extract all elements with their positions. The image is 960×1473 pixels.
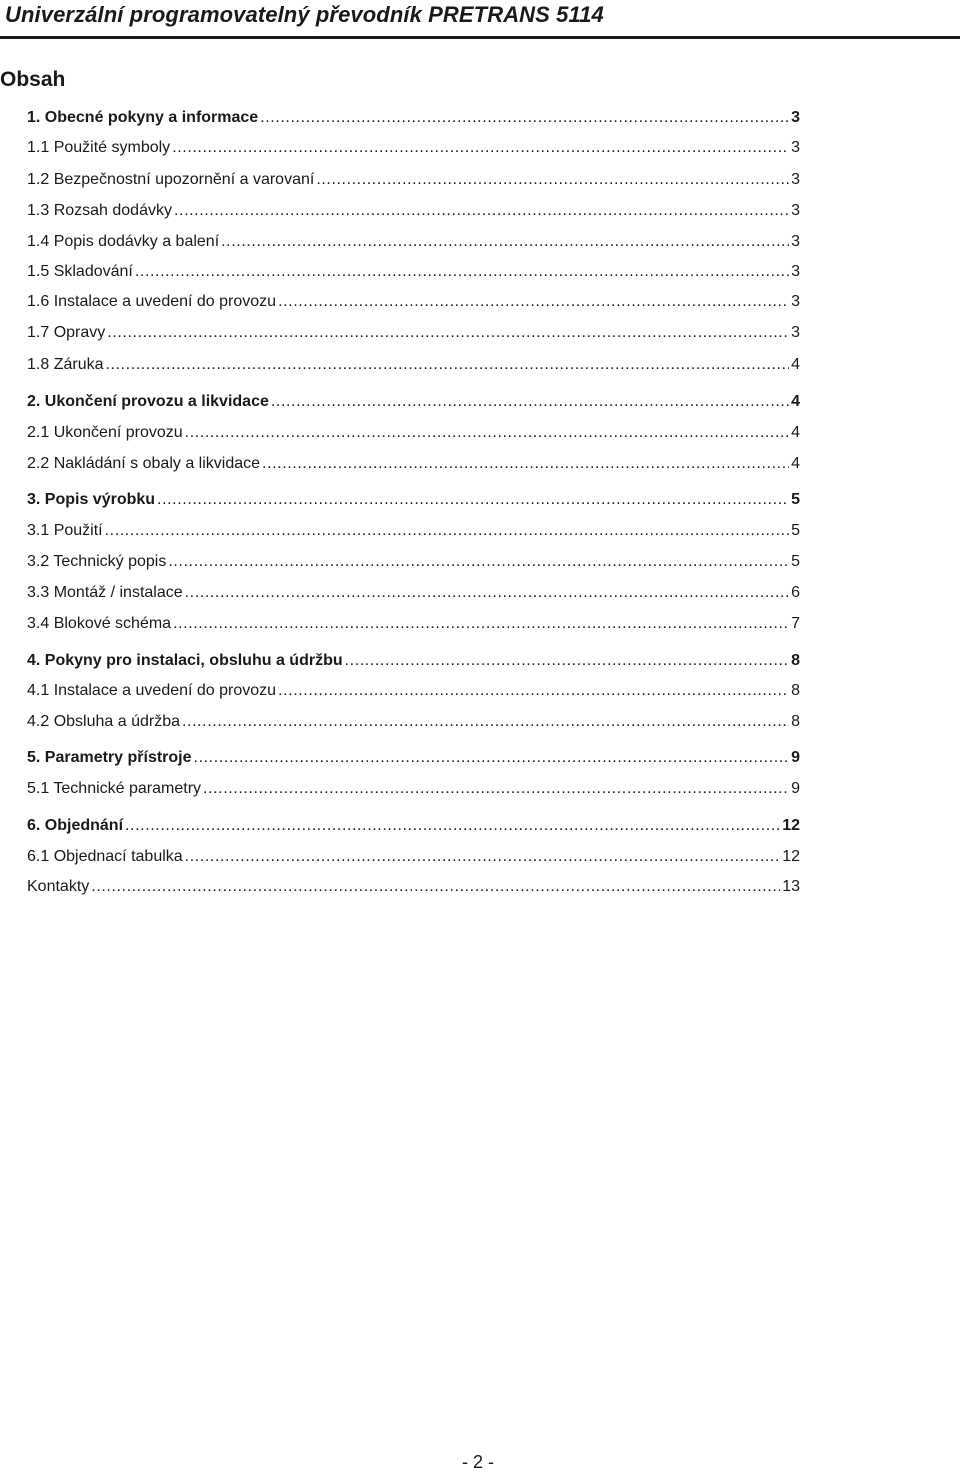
toc-entry-page: 3 xyxy=(791,171,800,188)
toc-dot-leader xyxy=(135,261,789,283)
toc-entry-label: 5.1 Technické parametry xyxy=(27,780,202,797)
toc-entry-page: 3 xyxy=(791,324,800,341)
toc-dot-leader xyxy=(260,107,789,129)
toc-entry[interactable] xyxy=(27,291,800,313)
toc-entry[interactable] xyxy=(27,711,800,733)
toc-dot-leader xyxy=(278,680,789,702)
toc-entry-page: 12 xyxy=(782,848,800,865)
toc-entry-page: 5 xyxy=(791,491,800,508)
toc-entry[interactable] xyxy=(27,354,800,376)
toc-entry-page: 5 xyxy=(791,553,800,570)
toc-entry[interactable] xyxy=(27,200,800,222)
toc-entry[interactable] xyxy=(27,613,800,635)
page-number: - 2 - xyxy=(462,1452,495,1472)
toc-entry-label: 6.1 Objednací tabulka xyxy=(27,848,183,865)
toc-entry-label: 1.7 Opravy xyxy=(27,324,106,341)
toc-entry-label: 3.2 Technický popis xyxy=(27,553,167,570)
toc-entry-label: 1.8 Záruka xyxy=(27,356,104,373)
toc-entry-page: 7 xyxy=(791,615,800,632)
toc-entry[interactable] xyxy=(27,137,800,159)
toc-entry-page: 6 xyxy=(791,584,800,601)
document-header xyxy=(0,0,960,42)
toc-entry-page: 8 xyxy=(791,652,800,669)
toc-dot-leader xyxy=(107,322,789,344)
toc-entry-page: 3 xyxy=(791,263,800,280)
document-title: Univerzální programovatelný převodník PRETRANS 5114 xyxy=(5,2,604,27)
toc-entry-label: 4.1 Instalace a uvedení do provozu xyxy=(27,682,277,699)
toc-entry-page: 4 xyxy=(791,356,800,373)
toc-dot-leader xyxy=(203,778,789,800)
toc-dot-leader xyxy=(262,453,789,475)
toc-entry-label: 1.5 Skladování xyxy=(27,263,133,280)
toc-entry-label: 1.3 Rozsah dodávky xyxy=(27,202,172,219)
toc-dot-leader xyxy=(91,876,780,898)
toc-heading: Obsah xyxy=(0,68,66,91)
toc-entry[interactable] xyxy=(27,520,800,542)
toc-entry-label: 1.6 Instalace a uvedení do provozu xyxy=(27,293,277,310)
toc-entry[interactable] xyxy=(27,778,800,800)
toc-entry[interactable] xyxy=(27,815,800,837)
toc-dot-leader xyxy=(316,169,789,191)
toc-entry[interactable] xyxy=(27,231,800,253)
toc-dot-leader xyxy=(173,613,789,635)
toc-entry[interactable] xyxy=(27,169,800,191)
toc-entry-page: 12 xyxy=(782,817,800,834)
toc-dot-leader xyxy=(105,354,789,376)
toc-dot-leader xyxy=(221,231,789,253)
toc-entry-label: 6. Objednání xyxy=(27,817,124,834)
toc-dot-leader xyxy=(105,520,789,542)
toc-entry-page: 9 xyxy=(791,749,800,766)
toc-entry-label: 1.2 Bezpečnostní upozornění a varovaní xyxy=(27,171,315,188)
toc-entry[interactable] xyxy=(27,422,800,444)
toc-entry-label: 1.1 Použité symboly xyxy=(27,139,171,156)
toc-entry-page: 3 xyxy=(791,202,800,219)
toc-entry-page: 9 xyxy=(791,780,800,797)
toc-entry-label: Kontakty xyxy=(27,878,90,895)
toc-dot-leader xyxy=(185,582,789,604)
toc-dot-leader xyxy=(345,650,789,672)
toc-entry-page: 4 xyxy=(791,455,800,472)
toc-entry-label: 3.1 Použití xyxy=(27,522,103,539)
toc-entry[interactable] xyxy=(27,261,800,283)
toc-entry-page: 8 xyxy=(791,682,800,699)
toc-entry-label: 3. Popis výrobku xyxy=(27,491,156,508)
toc-dot-leader xyxy=(172,137,789,159)
toc-entry[interactable] xyxy=(27,747,800,769)
toc-entry-page: 3 xyxy=(791,139,800,156)
toc-entry-label: 2.1 Ukončení provozu xyxy=(27,424,183,441)
toc-entry-page: 13 xyxy=(782,878,800,895)
toc-entry[interactable] xyxy=(27,391,800,413)
toc-dot-leader xyxy=(271,391,789,413)
toc-entry[interactable] xyxy=(27,650,800,672)
toc-entry-page: 4 xyxy=(791,393,800,410)
toc-entry-label: 3.3 Montáž / instalace xyxy=(27,584,183,601)
toc-entry[interactable] xyxy=(27,489,800,511)
toc-dot-leader xyxy=(174,200,789,222)
toc-entry-page: 4 xyxy=(791,424,800,441)
toc-entry-label: 3.4 Blokové schéma xyxy=(27,615,172,632)
toc-entry[interactable] xyxy=(27,453,800,475)
toc-entry-page: 3 xyxy=(791,233,800,250)
toc-dot-leader xyxy=(168,551,789,573)
toc-entry-page: 8 xyxy=(791,713,800,730)
toc-entry-label: 1. Obecné pokyny a informace xyxy=(27,109,259,126)
toc-dot-leader xyxy=(185,846,781,868)
toc-dot-leader xyxy=(185,422,789,444)
toc-dot-leader xyxy=(157,489,789,511)
toc-entry-page: 5 xyxy=(791,522,800,539)
toc-entry-label: 2.2 Nakládání s obaly a likvidace xyxy=(27,455,261,472)
toc-entry-page: 3 xyxy=(791,109,800,126)
toc-entry[interactable] xyxy=(27,680,800,702)
toc-dot-leader xyxy=(182,711,789,733)
toc-entry-label: 2. Ukončení provozu a likvidace xyxy=(27,393,269,410)
toc-entry[interactable] xyxy=(27,551,800,573)
toc-entry-label: 1.4 Popis dodávky a balení xyxy=(27,233,220,250)
toc-entry-label: 5. Parametry přístroje xyxy=(27,749,192,766)
toc-entry[interactable] xyxy=(27,876,800,898)
toc-entry[interactable] xyxy=(27,846,800,868)
toc-entry-page: 3 xyxy=(791,293,800,310)
toc-entry-label: 4. Pokyny pro instalaci, obsluhu a údržbu xyxy=(27,652,343,669)
header-rule xyxy=(0,36,960,39)
toc-entry[interactable] xyxy=(27,582,800,604)
toc-dot-leader xyxy=(125,815,780,837)
toc-entry-label: 4.2 Obsluha a údržba xyxy=(27,713,180,730)
toc-dot-leader xyxy=(194,747,790,769)
toc-entry[interactable] xyxy=(27,322,800,344)
toc-entry[interactable] xyxy=(27,107,800,129)
toc-dot-leader xyxy=(278,291,789,313)
